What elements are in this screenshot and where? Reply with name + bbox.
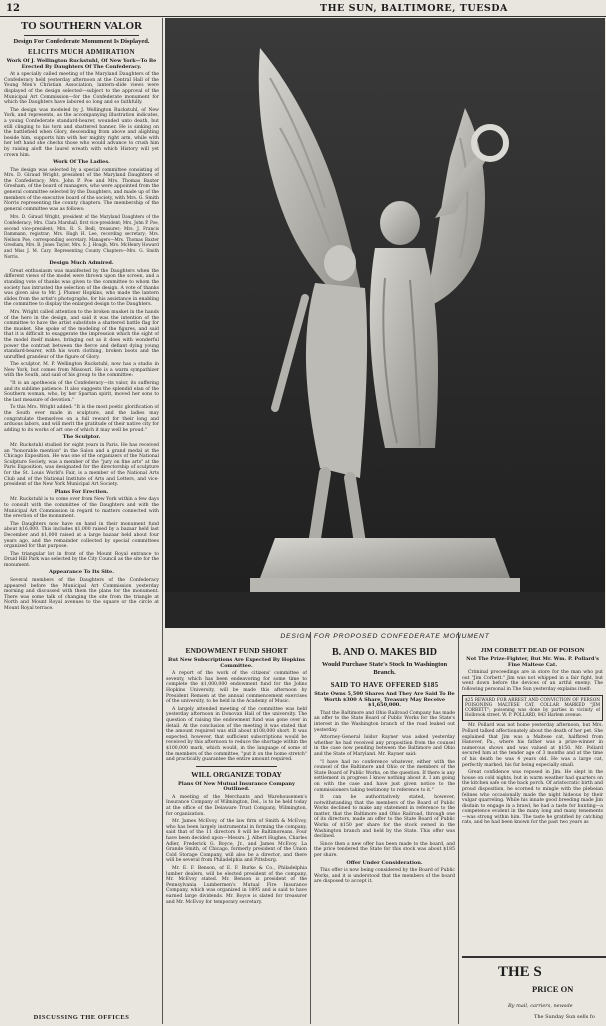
paragraph: Criminal proceedings are in store for the man who put out "Jim Corbett." Jim was not whipped in a fair fight, but went down before the devices of an artful enemy. The following personal in The Sun yesterday explains itself:	[462, 670, 603, 692]
paragraph: The triangular lot in front of the Mount Royal entrance to Druid Hill Park was selected by the City Council as the site for the monument.	[4, 551, 159, 568]
page-number: 12	[6, 3, 20, 14]
paragraph: Since then a new offer has been made to the board, and the price tendered the State for this stock was about $185 per share.	[314, 841, 455, 859]
newspaper-title: THE SUN, BALTIMORE, TUESDA	[320, 3, 508, 14]
article-corbett	[462, 646, 603, 954]
column-rule	[162, 18, 163, 1024]
headline: TO SOUTHERN VALOR	[20, 20, 143, 32]
paragraph: A largely attended meeting of the committee was held yesterday afternoon in Donovan Hall of the university. The question of raising the endowment fund was gone over in detail. At the conclusion of the meeting it was stated that the amount required was still about $108,000 short. It was expected, however, that sufficient subscriptions would be received by this afternoon to reduce the shortage within the $100,000 mark, which would, in the language of some of the members of the committee, "put it on the home stretch" and practically guarantee the entire amount required.	[166, 706, 307, 763]
paragraph: "It is an apotheosis of the Confederacy—its valor, its suffering and its sublime patience. It also suggests the splendid elan of the Southern woman, who, by her Spartan spirit, moved her sons to the last measure of devotion."	[4, 381, 159, 403]
paragraph: Great confidence was reposed in Jim. He slept in the house on cold nights, but in warm weather had quarters on the kitchen safe on the back porch. Of aristocratic birth and proud disposition, he scorned to mingle with the plebeian felines who occasionally made the night hideous by their vulgar quarreling. While his innate good breeding made Jim disdain to engage in a brawl, he had a taste for hunting—a competence evident in the many long and many tenements—was strong within him. The taste he gratified by catching rats, and he had been known for the past two years as	[462, 770, 603, 826]
headline: JIM CORBETT DEAD OF POISON	[480, 647, 585, 654]
paragraph: The Daughters now have on hand in their monument fund about $16,000. This includes $1,000 raised by a bazaar held last December and $1,000 raised at a large bazaar held about four years ago, and the remainder collected by special committees organized for that purpose.	[4, 521, 159, 550]
paragraph: "I have had no conference whatever, either with the counsel of the Baltimore and Ohio or the members of the State Board of Public Works, on the question. If there is any settlement in progress I know nothing about it. I am going on with the case and have just given notice to the commissioners taking testimony to reference to it."	[314, 759, 455, 793]
subdeck: But New Subscriptions Are Expected By Hopkins Committee.	[168, 657, 305, 669]
paragraph: Mr. E. F. Benson, of E. F. Burke & Co., Philadelphia lumber dealers, will be elected president of the company, Mr. McEvoy stated. Mr. Benson is president of the Pennsylvania Lumbermen's Mutual Fire Insurance Company, which was organized in 1895 and is said to have earned large dividends. Mr. Boyce is slated for treasurer and Mr. McEvoy for temporary secretary.	[166, 866, 307, 905]
subhead: Appearance To Its Site.	[49, 569, 114, 576]
photo-caption: DESIGN FOR PROPOSED CONFEDERATE MONUMENT	[280, 633, 490, 640]
paragraph: That the Baltimore and Ohio Railroad Company has made an offer to the State Board of Public Works for the State's interest in the Washington branch of the road leaked out yesterday.	[314, 710, 455, 733]
ad-title: THE S	[498, 964, 542, 980]
paragraph: The design was selected by a special committee consisting of Mrs. D. Giraud Wright, president of the Maryland Daughters of the Confederacy; Mrs. John P. Poe and Mrs. Thomas Baxter Gresham, of the board of managers, who were appointed from the general committee selected by the Daughters, and made up of the members of the executive board of the society, with Mrs. G. Smith Norris representing the county chapters. The membership of the general committee was as follows:	[4, 167, 159, 212]
deck-2: SAID TO HAVE OFFERED $185	[330, 681, 439, 689]
bottom-headline: DISCUSSING THE OFFICES	[4, 1014, 159, 1021]
ad-price: PRICE ON	[532, 984, 574, 994]
sun-ad	[462, 956, 606, 1026]
subdeck: Work Of J. Wellington Ruckstuhl, Of New York—To Be Erected By Daughters Of The Confederacy.	[6, 58, 157, 70]
paragraph: Great enthusiasm was manifested by the Daughters when the different views of the model were thrown upon the screen, and a standing vote of thanks was given to the committee to whom the society has intrusted the selection of the design. A vote of thanks was given also to Mr. J. Plumer Hopkins, who made the lantern slides from the artist's photographs, for his assistance in enabling the committee to display the enlarged design to the Daughters.	[4, 268, 159, 308]
deck-2: ELICITS MUCH ADMIRATION	[28, 49, 135, 56]
ad-line-1: By mail, carriers, newsde	[508, 1003, 573, 1009]
paragraph: This offer is now being considered by the Board of Public Works, and it is understood that the members of the board are disposed to accept it.	[314, 868, 455, 885]
paragraph: A meeting of the Merchants and Warehousemen's Insurance Company of Wilmington, Del., is to be held today at the office of the Delaware Trust Company, Wilmington, for organization.	[166, 794, 307, 817]
article-southern-valor	[4, 20, 159, 1024]
subdeck-2: Plans Of New Mutual Insurance Company Outlined.	[178, 780, 295, 793]
paragraph: Attorney-General Isidor Rayner was asked yesterday whether he had received any proposition from the counsel in the case now pending between the Baltimore and Ohio and the State of Maryland. Mr. Rayner said:	[314, 735, 455, 757]
paragraph: Several members of the Daughters of the Confederacy appeared before the Municipal Art Commission yesterday morning and discussed with them the plans for the monument. There was some talk of changing the site from the triangle at North and Mount Royal avenues to the square or the circle at Mount Royal terrace.	[4, 578, 159, 612]
subhead: Offer Under Consideration.	[346, 859, 423, 866]
subhead: The Sculptor.	[62, 434, 101, 441]
paragraph: It can be authoritatively stated, however, notwithstanding that the members of the Board of Public Works declined to make any statement in reference to the matter, that the Baltimore and Ohio Railroad, through one of its directors, made an offer to the State Board of Public Works of $150 per share for the stock owned in the Washington branch and held by the State. This offer was declined.	[314, 795, 455, 840]
paragraph: Mr. Ruckstuhl is to come over from New York within a few days to consult with the committee of the Daughters and with the Municipal Art Commission in regard to matters connected with the erection of the monument.	[4, 497, 159, 520]
subhead: Plans For Erection.	[54, 488, 109, 495]
article-b-and-o	[314, 646, 455, 1024]
paragraph: To this Mrs. Wright added: "It is the most poetic glorification of the South ever made in sculpture, and the ladies may congratulate themselves on a full reward for their long and arduous labors, and will merit the gratitude of their native city for adding to its works of art one of which it may well be proud."	[4, 405, 159, 433]
reward-notice: $25 REWARD FOR ARREST AND CONVICTION OF PERSON POISONING MALTESE CAT, COLLAR MARKED "JIM CORBETT"; poisoning was done by parties in vicinity of Holbrook street. W. P. POLLARD, 843 Harlem avenue.	[462, 695, 603, 722]
deck: Design For Confederate Monument Is Displayed.	[13, 38, 150, 45]
paragraph: Mrs. Wright called attention to the broken musket in the hands of the hero in the design, and said it was the intention of the committee to have the artist substitute a shattered battle flag for the musket. She spoke of the modeling of the figures, and said that it is difficult to exaggerate the impression which the sight of the model itself makes, bringing out as it does with wonderful power the contrast between the fierce and defiant dying young standard-bearer, with his worn clothing, broken boots and the unruffled grandeur of the figure of Glory.	[4, 309, 159, 360]
article-endowment	[166, 646, 307, 1024]
subhead: Work Of The Ladies.	[53, 159, 110, 166]
paragraph: Mr. Pollard was not home yesterday afternoon, but Mrs. Pollard talked affectionately about the death of her pet. She explained that Jim was a Maltese cat, halfbred from Hanover, Pa., where his father was a prize-winner in numerous shows and was valued at $150. Mr. Pollard secured him at the tender age of 3 months and at the time of his death he was 4 years old. He was a large cat, perfectly marked, his fur being especially small.	[462, 723, 603, 768]
deck: Would Purchase State's Stock In Washington Branch.	[321, 661, 448, 676]
masthead	[0, 0, 606, 17]
ad-line-2: The Sunday Sun sells fo	[534, 1014, 595, 1020]
headline-2: WILL ORGANIZE TODAY	[191, 769, 282, 779]
paragraph: The sculptor, M. P. Wellington Ruckstuhl, now has a studio in New York, but comes from Missouri. He is a warm sympathizer with the South, and said of his group to the committee:	[4, 362, 159, 379]
paragraph: Mrs. D. Giraud Wright, president of the Maryland Daughters of the Confederacy; Mrs. Clara Marshall, first vice-president; Mrs. John P. Poe, second vice-president; Mrs. R. S. Bedl, treasurer; Mrs. J. Francis Dammann, registrar; Mrs. Hugh H. Lee, recording secretary; Mrs. Neilson Poe, corresponding secretary. Managers—Mrs. Thomas Baxter Gresham, Mrs. B. Jones Taylor, Mrs. S. J. Hough, Mrs. McHenry Howard and Miss J. M. Cary. Representing County Chapters—Mrs. G. Smith Norris.	[4, 214, 159, 259]
subdeck: Not The Prize-Fighter, But Mr. Wm. P. Pollard's Fine Maltese Cat.	[466, 656, 599, 668]
monument-illustration	[165, 18, 605, 628]
monument-photo	[165, 18, 605, 628]
paragraph: A report of the work of the citizens' committee of seventy, which has been endeavoring for some time to complete the $1,000,000 endowment fund for the Johns Hopkins University, will be made this afternoon by President Remsen at the annual commencement exercises of the university, to be held in the Academy of Music.	[166, 671, 307, 705]
subdeck: State Owns 5,500 Shares And They Are Said To Be Worth $300 A Share, Treasury May Receive $1,650,000.	[314, 691, 455, 709]
column-rule	[310, 632, 311, 1024]
headline: ENDOWMENT FUND SHORT	[185, 646, 288, 655]
subhead: Design Much Admired.	[49, 260, 114, 267]
paragraph: At a specially called meeting of the Maryland Daughters of the Confederacy held yesterday afternoon at the Central Hall of the Young Men's Christian Association, lantern-slide views were displayed of the design selected—subject to the approval of the Municipal Art Commission—for the Confederate monument for which the Daughters have labored so long and so faithfully.	[4, 72, 159, 106]
paragraph: Mr. James McEvoy, of the law firm of Smith & McEvoy, who has been largely instrumental in forming the company, said that of the 11 directors 8 will be Baltimoreans. Four have been decided upon—Messrs. J. Albert Hughes, Charles Adler, Frederick G. Boyce, Jr., and James McEvoy. La Grande Smith, of Chicago, formerly president of the Union Cold Storage Company, will also be a director, and there will be several from Philadelphia and Pittsburg.	[166, 819, 307, 864]
paragraph: Mr. Ruckstuhl studied for eight years in Paris. He has received an "honorable mention" in the Salon and a grand medal at the Chicago Exposition. He was one of the organizers of the National Sculpture Society, was a member of the "jury on fine arts" at the Paris Exposition, was designated for the directorship of sculpture for the St. Louis World's Fair, is a member of the National Arts Club and of the National Institute of Arts and Letters, and vice-president of the New York Municipal Art Society.	[4, 443, 159, 488]
headline: B. AND O. MAKES BID	[331, 647, 437, 658]
paragraph: The design was modeled by J. Wellington Ruckstuhl, of New York, and represents, as the accompanying illustration indicates, a young Confederate standard-bearer, wounded unto death, but still clinging to his torn and shattered banner. He is sinking on the battlefield when Glory, descending from above and alighting beside him, supports him with her mighty right arm, while with her left hand she checks those who would advance to crush him by raising aloft the laurel wreath with which History will yet crown him.	[4, 107, 159, 158]
column-rule	[458, 632, 459, 1024]
